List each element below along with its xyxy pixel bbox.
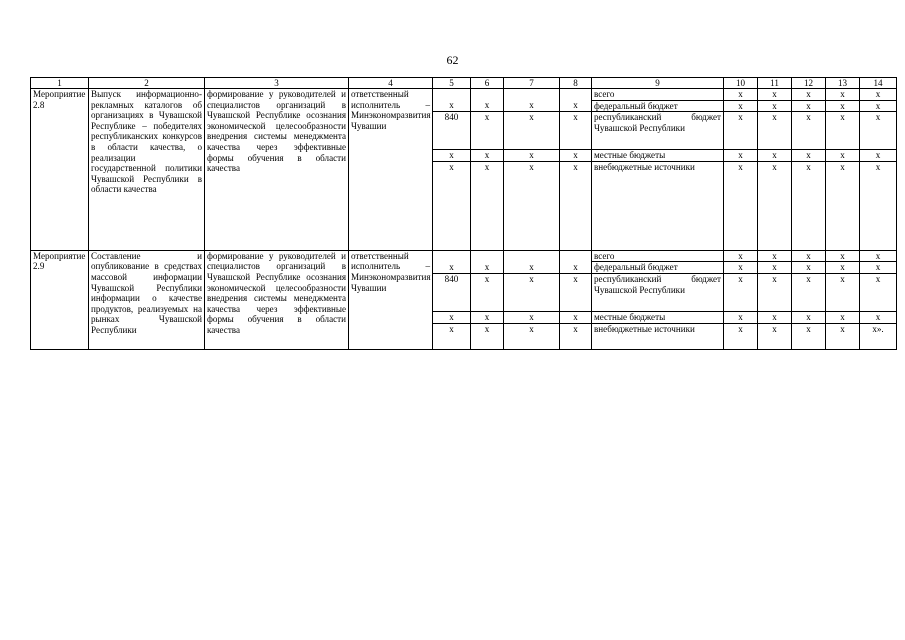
year-value: x bbox=[724, 273, 758, 311]
year-value: x bbox=[724, 262, 758, 274]
year-value: x bbox=[792, 150, 826, 162]
year-value: x bbox=[826, 112, 860, 150]
code-col7: x bbox=[504, 273, 560, 311]
year-value: x bbox=[792, 273, 826, 311]
measure-code: Мероприятие 2.9 bbox=[31, 250, 89, 349]
code-col8 bbox=[560, 250, 592, 262]
year-value: x bbox=[758, 311, 792, 323]
funding-source: внебюджетные источники bbox=[592, 161, 724, 250]
year-value: x bbox=[860, 161, 897, 250]
code-col8: x bbox=[560, 161, 592, 250]
code-col6: x bbox=[471, 112, 504, 150]
year-value: x bbox=[724, 250, 758, 262]
column-numbers-row bbox=[31, 78, 897, 89]
program-measures-table bbox=[30, 77, 897, 350]
column-header: 9 bbox=[592, 78, 724, 89]
code-col7: x bbox=[504, 100, 560, 112]
code-col5: 840 bbox=[433, 112, 471, 150]
finance-row bbox=[31, 89, 897, 101]
year-value: x bbox=[758, 323, 792, 349]
column-header: 2 bbox=[89, 78, 205, 89]
year-value: x bbox=[792, 161, 826, 250]
year-value: x bbox=[860, 311, 897, 323]
code-col8: x bbox=[560, 112, 592, 150]
funding-source: местные бюджеты bbox=[592, 150, 724, 162]
measure-result: формирование у руководителей и специалистов организаций в Чувашской Республике осознания экономической целесообразности внедрения системы менеджмента качества через эффективные формы обучения в области качества bbox=[205, 89, 349, 251]
year-value: x bbox=[826, 100, 860, 112]
column-header: 11 bbox=[758, 78, 792, 89]
year-value: x bbox=[758, 150, 792, 162]
code-col6: x bbox=[471, 311, 504, 323]
code-col7: x bbox=[504, 323, 560, 349]
funding-source: федеральный бюджет bbox=[592, 262, 724, 274]
year-value: x bbox=[792, 311, 826, 323]
code-col6: x bbox=[471, 273, 504, 311]
year-value: x bbox=[724, 150, 758, 162]
column-header: 1 bbox=[31, 78, 89, 89]
year-value: x bbox=[792, 262, 826, 274]
year-value: x bbox=[758, 273, 792, 311]
code-col5: x bbox=[433, 150, 471, 162]
code-col5 bbox=[433, 89, 471, 101]
year-value: x bbox=[860, 250, 897, 262]
code-col6: x bbox=[471, 100, 504, 112]
code-col8: x bbox=[560, 262, 592, 274]
funding-source: всего bbox=[592, 250, 724, 262]
year-value: x bbox=[758, 112, 792, 150]
year-value: x bbox=[826, 323, 860, 349]
code-col6 bbox=[471, 89, 504, 101]
funding-source: республиканский бюджет Чувашской Республики bbox=[592, 273, 724, 311]
year-value: x bbox=[724, 311, 758, 323]
column-header: 8 bbox=[560, 78, 592, 89]
year-value: x bbox=[826, 89, 860, 101]
year-value: x bbox=[860, 89, 897, 101]
year-value: x bbox=[724, 112, 758, 150]
code-col8: x bbox=[560, 273, 592, 311]
code-col7: x bbox=[504, 161, 560, 250]
column-header: 4 bbox=[349, 78, 433, 89]
code-col6: x bbox=[471, 161, 504, 250]
code-col5: x bbox=[433, 262, 471, 274]
year-value: x bbox=[826, 150, 860, 162]
code-col5: x bbox=[433, 100, 471, 112]
year-value: x bbox=[792, 323, 826, 349]
funding-source: внебюджетные источники bbox=[592, 323, 724, 349]
year-value: x bbox=[826, 250, 860, 262]
year-value: x bbox=[826, 311, 860, 323]
year-value: x bbox=[724, 100, 758, 112]
code-col6: x bbox=[471, 150, 504, 162]
year-value: x bbox=[758, 262, 792, 274]
funding-source: федеральный бюджет bbox=[592, 100, 724, 112]
code-col5: x bbox=[433, 311, 471, 323]
code-col5: x bbox=[433, 161, 471, 250]
column-header: 14 bbox=[860, 78, 897, 89]
column-header: 12 bbox=[792, 78, 826, 89]
code-col6 bbox=[471, 250, 504, 262]
year-value: x bbox=[860, 100, 897, 112]
funding-source: республиканский бюджет Чувашской Республики bbox=[592, 112, 724, 150]
year-value: x bbox=[792, 89, 826, 101]
code-col8: x bbox=[560, 323, 592, 349]
year-value: x bbox=[826, 161, 860, 250]
measure-executor: ответственный исполнитель – Минэкономразвития Чувашии bbox=[349, 89, 433, 251]
column-header: 6 bbox=[471, 78, 504, 89]
finance-row bbox=[31, 250, 897, 262]
year-value: x bbox=[860, 112, 897, 150]
code-col8: x bbox=[560, 311, 592, 323]
funding-source: всего bbox=[592, 89, 724, 101]
year-value: x bbox=[792, 100, 826, 112]
funding-source: местные бюджеты bbox=[592, 311, 724, 323]
code-col8 bbox=[560, 89, 592, 101]
year-value: x bbox=[860, 273, 897, 311]
year-value: x bbox=[792, 250, 826, 262]
page-number: 62 bbox=[446, 53, 459, 67]
year-value: x bbox=[792, 112, 826, 150]
code-col7 bbox=[504, 89, 560, 101]
code-col5 bbox=[433, 250, 471, 262]
year-value: x bbox=[724, 161, 758, 250]
code-col5: 840 bbox=[433, 273, 471, 311]
measure-name: Выпуск информационно-рекламных каталогов об организациях в Чувашской Республике – победителях республиканских конкурсов в области качества, о реализации государственной политики Чувашской Республики в области качества bbox=[89, 89, 205, 251]
code-col7: x bbox=[504, 112, 560, 150]
year-value: x». bbox=[860, 323, 897, 349]
year-value: x bbox=[724, 323, 758, 349]
year-value: x bbox=[860, 262, 897, 274]
year-value: x bbox=[758, 89, 792, 101]
code-col8: x bbox=[560, 150, 592, 162]
year-value: x bbox=[758, 250, 792, 262]
year-value: x bbox=[826, 273, 860, 311]
column-header: 13 bbox=[826, 78, 860, 89]
column-header: 3 bbox=[205, 78, 349, 89]
measure-result: формирование у руководителей и специалистов организаций в Чувашской Республике осознания экономической целесообразности внедрения системы менеджмента качества через эффективные формы обучения в области качества bbox=[205, 250, 349, 349]
code-col5: x bbox=[433, 323, 471, 349]
code-col7: x bbox=[504, 150, 560, 162]
measure-name: Составление и опубликование в средствах массовой информации Чувашской Республики информации о качестве продуктов, реализуемых на рынках Чувашской Республики bbox=[89, 250, 205, 349]
code-col6: x bbox=[471, 323, 504, 349]
code-col6: x bbox=[471, 262, 504, 274]
column-header: 5 bbox=[433, 78, 471, 89]
year-value: x bbox=[758, 100, 792, 112]
measure-code: Мероприятие 2.8 bbox=[31, 89, 89, 251]
year-value: x bbox=[724, 89, 758, 101]
year-value: x bbox=[758, 161, 792, 250]
code-col7: x bbox=[504, 311, 560, 323]
measure-executor: ответственный исполнитель – Минэкономразвития Чувашии bbox=[349, 250, 433, 349]
code-col7: x bbox=[504, 262, 560, 274]
year-value: x bbox=[826, 262, 860, 274]
code-col7 bbox=[504, 250, 560, 262]
column-header: 7 bbox=[504, 78, 560, 89]
column-header: 10 bbox=[724, 78, 758, 89]
year-value: x bbox=[860, 150, 897, 162]
code-col8: x bbox=[560, 100, 592, 112]
